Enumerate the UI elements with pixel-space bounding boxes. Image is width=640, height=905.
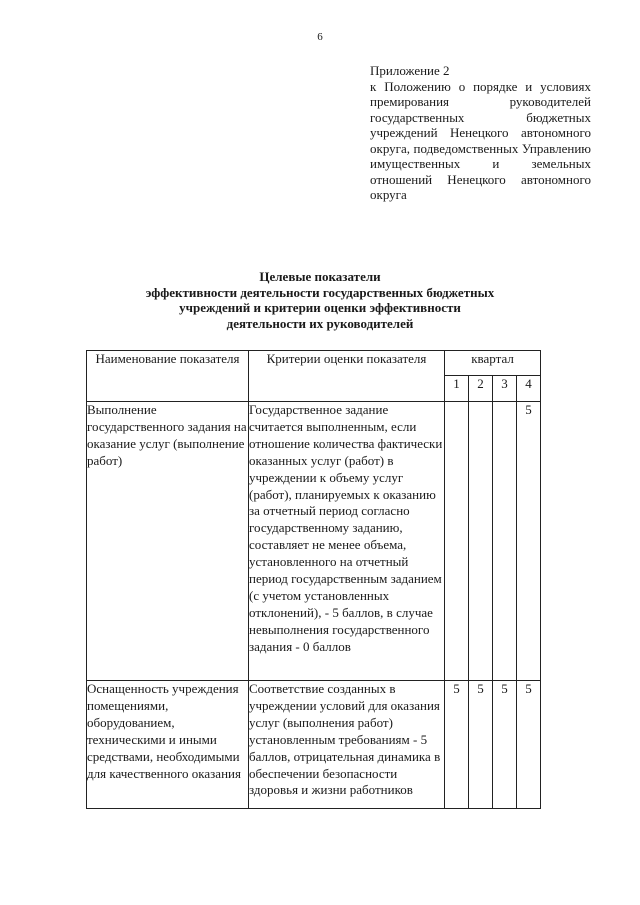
quarter-3-score: [493, 402, 517, 681]
quarter-3-score: 5: [493, 681, 517, 809]
indicator-name-cell: Оснащенность учреждения помещениями, оборудованием, техническими и иными средствами, необходимыми для качественного оказания: [87, 681, 249, 809]
quarter-1-score: [445, 402, 469, 681]
quarter-1-score: 5: [445, 681, 469, 809]
header-criteria: Критерии оценки показателя: [249, 351, 445, 402]
header-quarter-2: 2: [469, 376, 493, 402]
header-quarter-1: 1: [445, 376, 469, 402]
quarter-2-score: 5: [469, 681, 493, 809]
header-indicator-name: Наименование показателя: [87, 351, 249, 402]
document-title-line: деятельности их руководителей: [226, 315, 414, 331]
table-row: [87, 681, 541, 809]
appendix-body: к Положению о порядке и условиях премирования руководителей государственных бюджетных учреждений Ненецкого автономного округа, подведомственных Управлению имущественных и земельных отношений Ненецкого автономного округа: [370, 78, 591, 202]
document-title-line: учреждений и критерии оценки эффективности: [179, 300, 461, 315]
quarter-4-score: 5: [517, 402, 541, 681]
header-quarter-3: 3: [493, 376, 517, 402]
indicator-name-cell: Выполнение государственного задания на оказание услуг (выполнение работ): [87, 402, 249, 681]
table-row: [87, 402, 541, 681]
criteria-cell: Соответствие созданных в учреждении условий для оказания услуг (выполнения работ) установленным требованиям - 5 баллов, отрицательная динамика в обеспечении безопасности здоровья и жизни работников: [249, 681, 445, 809]
page-number: 6: [317, 31, 323, 43]
document-title-line: Целевые показатели: [259, 269, 381, 284]
header-quarter-4: 4: [517, 376, 541, 402]
appendix-block: [370, 63, 591, 203]
header-quarter: квартал: [445, 351, 541, 376]
table-header-row: [87, 351, 541, 376]
indicators-table: [86, 350, 541, 809]
quarter-4-score: 5: [517, 681, 541, 809]
document-title-line: эффективности деятельности государственных бюджетных: [145, 284, 495, 300]
document-title: [120, 269, 520, 331]
quarter-2-score: [469, 402, 493, 681]
criteria-cell: Государственное задание считается выполненным, если отношение количества фактически оказанных услуг (работ) в учреждении к объему услуг (работ), планируемых к оказанию за отчетный период согласно государственному заданию, составляет не менее объема, установленного на отчетный период государственным заданием (с учетом установленных отклонений), - 5 баллов, в случае невыполнения государственного задания - 0 баллов: [249, 402, 445, 681]
appendix-title: Приложение 2: [370, 63, 450, 78]
